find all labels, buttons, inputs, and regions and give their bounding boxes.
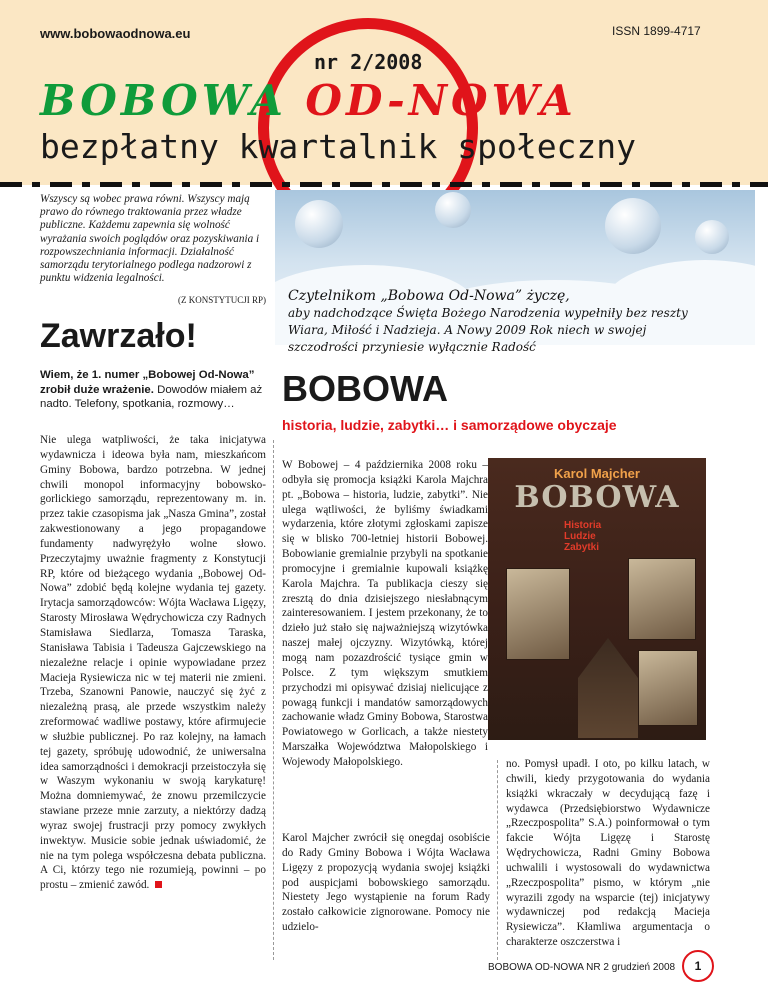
greeting-line: aby nadchodzące Święta Bożego Narodzenia wypełniły bez reszty [288, 306, 688, 320]
book-subtitle-line: Historia [564, 520, 602, 531]
masthead-title [40, 76, 577, 125]
portrait-photo [628, 558, 696, 640]
portrait-photo [638, 650, 698, 726]
book-cover-image [488, 458, 706, 740]
issn-number: ISSN 1899-4717 [612, 24, 701, 38]
church-silhouette [578, 638, 638, 738]
greeting-line: Czytelnikom „Bobowa Od-Nowa” życzę, [288, 288, 570, 304]
book-author: Karol Majcher [554, 466, 640, 481]
holiday-greeting [288, 288, 728, 356]
article-title: BOBOWA [282, 368, 448, 409]
book-subtitle [564, 520, 601, 553]
article-body: no. Pomysł upadł. I oto, po kilku latach, w chwili, kiedy przygotowania do wydania książki wkraczały w decydującą fazę i wydawca (Przedsiębiorstwo Wydawnicze „Rzeczpospolita” S.A.) poinformował o tym fakcie Wójta Ligęzę i Starostę Wędrychowicza, Radni Gminy Bobowa uchwalili i wystosowali do wydawnictwa „Rzeczpospolita” pismo, w którym „nie wyrazili zgody na wsparcie (tej) inicjatywy wydawniczej pod redakcją Macieja Rysiewicza”. Kłamliwa argumentacja o charakterze oszczerstwa i [506, 758, 710, 949]
portrait-photo [506, 568, 570, 660]
article-lead [40, 368, 266, 412]
bauble-decoration [295, 200, 343, 248]
masthead-title-right: OD-NOWA [305, 76, 577, 125]
page-footer: BOBOWA OD-NOWA NR 2 grudzień 2008 [488, 962, 676, 973]
article-title: Zawrzało! [40, 317, 197, 355]
book-subtitle-line: Zabytki [564, 542, 600, 553]
bauble-decoration [695, 220, 729, 254]
article-tagline: historia, ludzie, zabytki… i samorządowe obyczaje [282, 417, 617, 433]
lead-rest: Dowodów miałem aż nadto. Telefony, spotkania, rozmowy… [40, 383, 263, 410]
dashed-divider [0, 182, 768, 187]
article-text: Nie ulega watpliwości, że taka inicjatywa wydawnicza i ideowa była nam, mieszkańcom Gminy Bobowa, bardzo potrzebna. W jednej chwili monopol informacyjny bobowsko-gorlickiego samorządu, reprezentowany m. in. przez takie czasopisma jak „Nasza Gmina”, został zakwestionowany a jego propagandowe fundamenty nadwyrężyło wolne słowo. Przeczytajmy uważnie fragmenty z Konstytucji RP, które od bieżącego wydania „Bobowej Od-Nowa” zdobić będą kolejne wydania tej gazety. Irytacja samorządowców: Wójta Wacława Ligęzy, Starosty Mirosława Wędrychowicza czy Radnych Stamisława Siedlarza, Tomasza Taraska, Stanisława Tabisia i Tadeusza Gajczewskiego na niezależne relacje i opinie wypowiadane przez Macieja Rysiewicza nic w tej materii nie zmieni. Trzeba, Szanowni Panowie, nauczyć się żyć z niezależną prasą, ale przede wszystkim należy zreformować wadliwe postawy, które afirmujecie w służbie publicznej. Po raz kolejny, na łamach tej gazety, spróbuję udowodnić, że uniwersalna idea samorządności i demokracji przeistoczyła się w Waszym wykonaniu w swoją karykaturę! Można domniemywać, że znowu przemilczycie stawiane przeze mnie zarzuty, a niektórzy dadzą wyraz swojej frustracji przy pomocy zwykłych inwektyw. Musicie sobie jednak uświadomić, że nie na tym polega współczesna debata publiczna. A Ci, którzy tego nie rozumieją, powinni – po prostu – zmienić zawód. [40, 434, 266, 892]
end-of-article-mark [155, 881, 162, 888]
greeting-line: szczodrości przyniesie wyłącznie Radość [288, 340, 536, 354]
website-url[interactable]: www.bobowaodnowa.eu [40, 26, 191, 41]
bauble-decoration [605, 198, 661, 254]
article-body: Karol Majcher zwrócił się onegdaj osobiście do Rady Gminy Bobowa i Wójta Wacława Ligęzy z propozycją wydania swojej książki pod auspicjami bobowskiego samorządu. Niestety Jego wystąpienie na forum Rady zostało całkowicie zignorowane. Pomocy nie udzielo- [282, 832, 490, 934]
masthead-subtitle: bezpłatny kwartalnik społeczny [40, 127, 637, 166]
issue-number: nr 2/2008 [314, 50, 423, 74]
column-divider [273, 440, 275, 960]
book-title: BOBOWA [514, 480, 680, 515]
article-body [40, 433, 266, 893]
lead-bold: Wiem, że 1. numer „Bobowej Od-Nowa” zrobił duże wrażenie. [40, 369, 255, 396]
greeting-line: Wiara, Miłość i Nadzieja. A Nowy 2009 Rok niech w swojej [288, 323, 647, 337]
book-subtitle-line: Ludzie [564, 531, 596, 542]
page-number: 1 [682, 950, 714, 982]
bauble-decoration [435, 192, 471, 228]
constitution-quote: Wszyscy są wobec prawa równi. Wszyscy mają prawo do równego traktowania przez władze publiczne. Każdemu zapewnia się wolność wyrażania swoich poglądów oraz pozyskiwania i rozpowszechniania informacji. Działalność samorządu terytorialnego podlega nadzorowi z punktu widzenia legalności. [40, 193, 260, 285]
masthead-title-left: BOBOWA [40, 76, 287, 125]
article-body: W Bobowej – 4 października 2008 roku – odbyła się promocja książki Karola Majchra pt. „Bobowa – historia, ludzie, zabytki”. Nie ulega wątliwości, że byliśmy świadkami wydarzenia, które złotymi zgłoskami zapisze się w blisko 700-letniej historii Bobowej. Bobowianie gremialnie przybyli na spotkanie promocyjne i gremialnie kupowali książkę Karola Majchra. Ta publikacja cieszy się zresztą do dnia dzisiejszego niesłabnącym zainteresowaniem. I jestem przekonany, że to dzieło już stało się najważniejszą wizytówka naszej małej ojczyzny. Wizytówką, której mogą nam pozazdrościć tysiące gmin w Polsce. Z tym większym smutkiem przychodzi mi opisywać dzisiaj nielicujące z powagą funkcji i mandatów samorządowych zachowanie władz Gminy Bobowa, Starostwa Powiatowego w Gorlicach, a także niestety Marszałka Województwa Małopolskiego i Wojewody Małopolskiego. [282, 459, 488, 768]
column-divider [497, 760, 499, 960]
quote-source: (Z KONSTYTUCJI RP) [177, 295, 266, 305]
